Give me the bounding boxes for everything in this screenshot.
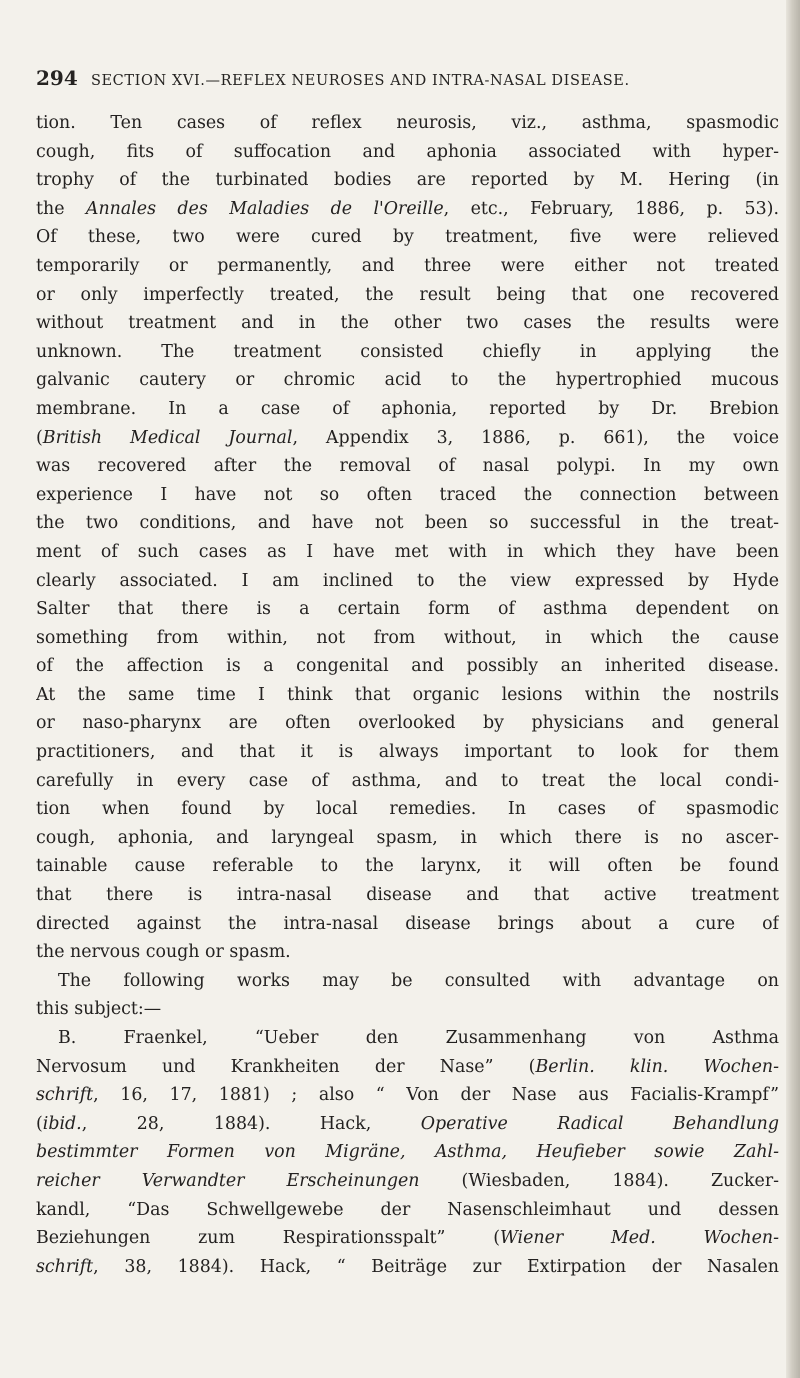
italic-text: schrift bbox=[36, 1085, 94, 1106]
running-title: SECTION XVI.—REFLEX NEUROSES AND INTRA-NASAL DISEASE. bbox=[90, 73, 630, 89]
text-line bbox=[36, 1053, 779, 1082]
italic-text: Berlin. klin. Wochen- bbox=[535, 1056, 779, 1077]
text-line: cough, fits of suffocation and aphonia associated with hyper- bbox=[36, 141, 779, 162]
text-line: or only imperfectly treated, the result being that one recovered bbox=[36, 284, 779, 305]
text-line bbox=[36, 424, 779, 453]
text-line: tion when found by local remedies. In cases of spasmodic bbox=[36, 799, 779, 820]
text-line bbox=[36, 1253, 779, 1282]
text-line: something from within, not from without, in which the cause bbox=[36, 627, 779, 648]
text-segment: ( bbox=[36, 427, 43, 448]
italic-text: schrift bbox=[36, 1256, 94, 1277]
text-segment: Beziehungen zum Respirationsspalt” ( bbox=[36, 1228, 500, 1249]
text-line: the two conditions, and have not been so successful in the treat- bbox=[36, 513, 779, 534]
text-segment: the bbox=[36, 198, 86, 219]
text-line: carefully in every case of asthma, and to treat the local condi- bbox=[36, 770, 779, 791]
text-segment: , etc., February, 1886, p. 53). bbox=[443, 198, 779, 219]
italic-text: Operative Radical Behandlung bbox=[420, 1113, 779, 1134]
text-segment: ( bbox=[36, 1113, 43, 1134]
text-line: was recovered after the removal of nasal polypi. In my own bbox=[36, 456, 779, 477]
text-segment: Nervosum und Krankheiten der Nase” ( bbox=[36, 1056, 536, 1077]
text-line: of the affection is a congenital and possibly an inherited disease. bbox=[36, 656, 779, 677]
text-line: The following works may be consulted with advantage on bbox=[58, 970, 779, 991]
text-line: tion. Ten cases of reflex neurosis, viz., asthma, spasmodic bbox=[36, 113, 779, 133]
text-line: tainable cause referable to the larynx, it will often be found bbox=[36, 856, 779, 877]
text-segment: , 16, 17, 1881) ; also “ Von der Nase aus Facialis-Krampf” bbox=[93, 1085, 779, 1106]
text-line bbox=[36, 1081, 779, 1110]
text-line: clearly associated. I am inclined to the view expressed by Hyde bbox=[36, 570, 779, 591]
text-line: practitioners, and that it is always important to look for them bbox=[36, 742, 779, 763]
italic-text: Wiener Med. Wochen- bbox=[499, 1228, 779, 1249]
text-line bbox=[36, 195, 779, 224]
text-line: experience I have not so often traced the connection between bbox=[36, 484, 779, 505]
text-line bbox=[36, 1110, 779, 1139]
running-header bbox=[36, 66, 776, 90]
text-line bbox=[36, 1138, 779, 1167]
page-number: 294 bbox=[36, 66, 78, 90]
text-line: trophy of the turbinated bodies are reported by M. Hering (in bbox=[36, 170, 779, 191]
text-segment: (Wiesbaden, 1884). Zucker- bbox=[419, 1170, 779, 1191]
page-edge bbox=[786, 0, 800, 1378]
italic-text: British Medical Journal bbox=[42, 427, 293, 448]
text-line: galvanic cautery or chromic acid to the hypertrophied mucous bbox=[36, 370, 779, 391]
text-segment: , 38, 1884). Hack, “ Beiträge zur Extirpation der Nasalen bbox=[93, 1256, 779, 1277]
text-line: that there is intra-nasal disease and that active treatment bbox=[36, 885, 779, 906]
text-line: ment of such cases as I have met with in which they have been bbox=[36, 541, 779, 562]
text-line: directed against the intra-nasal disease brings about a cure of bbox=[36, 913, 779, 934]
text-line: the nervous cough or spasm. bbox=[36, 942, 291, 963]
text-line: Of these, two were cured by treatment, five were relieved bbox=[36, 227, 779, 248]
text-line: membrane. In a case of aphonia, reported by Dr. Brebion bbox=[36, 398, 779, 419]
text-line: kandl, “Das Schwellgewebe der Nasenschleimhaut und dessen bbox=[36, 1199, 779, 1220]
text-line bbox=[36, 1167, 779, 1196]
italic-text: reicher Verwandter Erscheinungen bbox=[36, 1170, 420, 1191]
text-line: or naso-pharynx are often overlooked by physicians and general bbox=[36, 713, 779, 734]
text-line: B. Fraenkel, “Ueber den Zusammenhang von Asthma bbox=[58, 1028, 779, 1048]
text-line: Salter that there is a certain form of asthma dependent on bbox=[36, 599, 779, 620]
text-line: without treatment and in the other two cases the results were bbox=[36, 313, 779, 334]
text-line: this subject:— bbox=[36, 999, 162, 1020]
text-line bbox=[36, 1224, 779, 1253]
italic-text: ibid. bbox=[42, 1113, 82, 1134]
body-text bbox=[36, 109, 779, 1281]
text-line: At the same time I think that organic lesions within the nostrils bbox=[36, 684, 779, 705]
italic-text: Annales des Maladies de l'Oreille bbox=[85, 198, 444, 219]
text-line: temporarily or permanently, and three were either not treated bbox=[36, 255, 779, 276]
text-line: unknown. The treatment consisted chiefly in applying the bbox=[36, 341, 779, 362]
italic-text: bestimmter Formen von Migräne, Asthma, Heufieber sowie Zahl- bbox=[36, 1142, 779, 1163]
text-segment: , 28, 1884). Hack, bbox=[81, 1113, 421, 1134]
text-line: cough, aphonia, and laryngeal spasm, in which there is no ascer- bbox=[36, 827, 779, 848]
text-segment: , Appendix 3, 1886, p. 661), the voice bbox=[292, 427, 779, 448]
